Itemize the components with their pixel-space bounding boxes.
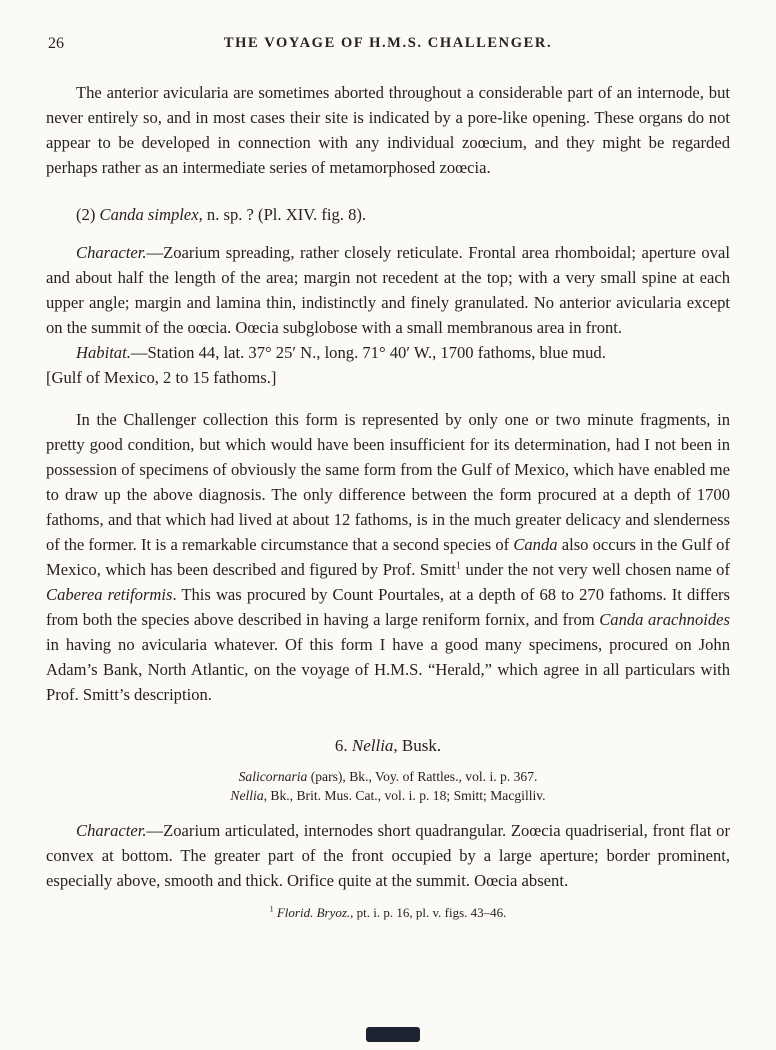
paragraph-challenger-collection: In the Challenger collection this form is represented by only one or two minute fragments, in pretty good condition, but which would have been insufficient for its determination, had I not been in possession of specimens of obviously the same form from the Gulf of Mexico, which have enabled me to draw up the above diagnosis. The only difference between the form procured at a depth of 1700 fathoms, and that which had lived at about 12 fathoms, is in the much greater delicacy and slenderness of the former. It is a remarkable circumstance that a second species of Canda also occurs in the Gulf of Mexico, which has been described and figured by Prof. Smitt$^1$ under the not very well chosen name of Caberea retiformis. This was procured by Count Pourtales, at a depth of 68 to 270 fathoms. It differs from both the species above described in having a large reniform fornix, and from Canda arachnoides in having no avicularia whatever. Of this form I have a good many specimens, procured on John Adam’s Bank, North Atlantic, on the voyage of H.M.S. “Herald,” which agree in all particulars with Prof. Smitt’s description. bbox=[46, 410, 730, 704]
genus-heading-nellia: 6. Nellia, Busk. bbox=[334, 736, 442, 755]
scan-artifact bbox=[366, 1027, 420, 1042]
paragraph-anterior-avicularia: The anterior avicularia are sometimes aborted throughout a considerable part of an internode, but never entirely so, and in most cases their site is indicated by a pore-like opening. These organs do not appear to be developed in connection with any individual zoœcium, and they might be regarded perhaps rather as an intermediate series of metamorphosed zoœcia. bbox=[46, 83, 730, 177]
running-title: THE VOYAGE OF H.M.S. CHALLENGER. bbox=[223, 35, 553, 51]
paragraph-character-nellia: Character.—Zoarium articulated, internodes short quadrangular. Zoœcia quadriserial, front flat or convex at bottom. The greater part of the front occupied by a large aperture; border prominent, especially above, smooth and thick. Orifice quite at the summit. Oœcia absent. bbox=[46, 821, 730, 890]
species-heading-canda-simplex: (2) Canda simplex, n. sp. ? (Pl. XIV. fig. 8). bbox=[76, 205, 367, 224]
citation-salicornaria: Salicornaria (pars), Bk., Voy. of Rattles., vol. i. p. 367. bbox=[238, 769, 538, 784]
page-number: 26 bbox=[48, 35, 64, 52]
paragraph-character-canda: Character.—Zoarium spreading, rather closely reticulate. Frontal area rhomboidal; aperture oval and about half the length of the area; margin not recedent at the top; with a very small spine at each upper angle; margin and lamina thin, indistinctly and finely granulated. No anterior avicularia except on the summit of the oœcia. Oœcia subglobose with a small membranous area in front. bbox=[46, 243, 730, 337]
citation-nellia: Nellia, Bk., Brit. Mus. Cat., vol. i. p. 18; Smitt; Macgilliv. bbox=[230, 788, 546, 803]
footnote-florid-bryoz: $^1$ Florid. Bryoz., pt. i. p. 16, pl. v. figs. 43–46. bbox=[269, 904, 507, 920]
page-footer bbox=[46, 893, 730, 922]
line-gulf-of-mexico: [Gulf of Mexico, 2 to 15 fathoms.] bbox=[46, 368, 277, 387]
page-body bbox=[46, 80, 730, 893]
page-header bbox=[46, 34, 730, 56]
line-habitat: Habitat.—Station 44, lat. 37° 25′ N., long. 71° 40′ W., 1700 fathoms, blue mud. bbox=[76, 343, 606, 362]
synonymy-citations bbox=[46, 767, 730, 805]
